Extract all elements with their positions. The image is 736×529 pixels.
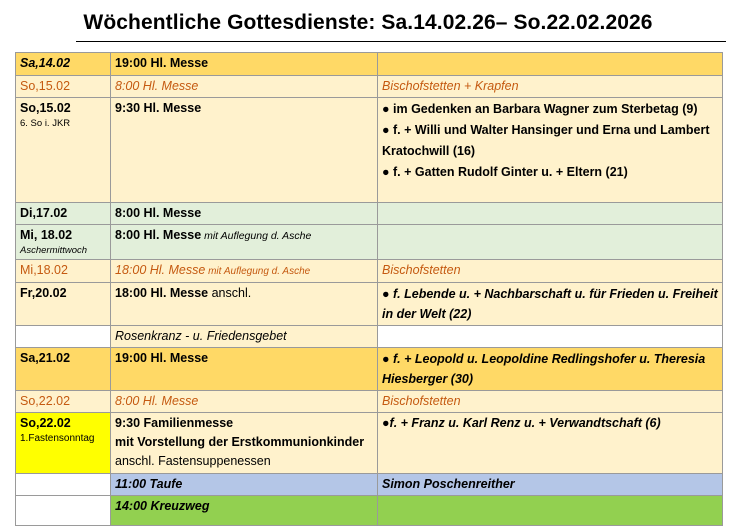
service-cell <box>111 474 378 496</box>
title-underline <box>76 41 726 42</box>
service-cell <box>111 326 378 348</box>
day-sublabel: 1.Fastensonntag <box>20 433 95 444</box>
service-cell <box>111 260 378 283</box>
intention-cell <box>378 260 723 283</box>
service-label: 8:00 Hl. Messe <box>115 206 202 220</box>
service-label: 14:00 Kreuzweg <box>115 499 210 513</box>
intention-cell <box>378 283 723 326</box>
intention-text: ● f. Lebende u. + Nachbarschaft u. für Frieden u. Freiheit in der Welt (22) <box>382 287 718 321</box>
day-label: Mi,18.02 <box>20 263 68 277</box>
intention-cell <box>378 203 723 225</box>
day-cell <box>16 391 111 413</box>
service-label: 8:00 Hl. Messe <box>115 79 199 93</box>
day-cell <box>16 203 111 225</box>
day-label: So,22.02 <box>20 394 71 408</box>
day-sublabel: Aschermittwoch <box>20 245 88 256</box>
table-row <box>16 225 723 260</box>
intention-text: Bischofstetten <box>382 263 461 277</box>
table-row <box>16 474 723 496</box>
table-row <box>16 98 723 203</box>
service-note: anschl. <box>208 286 252 300</box>
service-cell <box>111 53 378 76</box>
day-label: Fr,20.02 <box>20 286 67 300</box>
intention-cell <box>378 474 723 496</box>
intention-text: ● f. + Gatten Rudolf Ginter u. + Eltern (21) <box>382 165 628 179</box>
intention-cell <box>378 413 723 474</box>
table-row <box>16 413 723 474</box>
service-note: mit Auflegung d. Asche <box>205 266 311 277</box>
service-label: Rosenkranz - u. Friedensgebet <box>115 329 287 343</box>
service-line: anschl. Fastensuppenessen <box>115 454 271 468</box>
intention-cell <box>378 225 723 260</box>
table-row <box>16 260 723 283</box>
day-cell <box>16 348 111 391</box>
service-label: 11:00 Taufe <box>115 477 183 491</box>
service-label: 9:30 Familienmesse <box>115 416 234 430</box>
table-row <box>16 496 723 526</box>
day-cell <box>16 413 111 474</box>
intention-text: ● im Gedenken an Barbara Wagner zum Sterbetag (9) <box>382 102 698 116</box>
day-label: Mi, 18.02 <box>20 228 73 242</box>
intention-text: Bischofstetten + Krapfen <box>382 79 519 93</box>
intention-cell <box>378 326 723 348</box>
service-cell <box>111 496 378 526</box>
service-label: 19:00 Hl. Messe <box>115 351 209 365</box>
service-cell <box>111 348 378 391</box>
intention-text: ● f. + Willi und Walter Hansinger und Erna und Lambert Kratochwill (16) <box>382 123 710 158</box>
day-cell <box>16 283 111 326</box>
intention-cell <box>378 496 723 526</box>
service-cell <box>111 413 378 474</box>
intention-cell <box>378 391 723 413</box>
service-label: 19:00 Hl. Messe <box>115 56 209 70</box>
table-row <box>16 391 723 413</box>
table-row <box>16 203 723 225</box>
service-cell <box>111 98 378 203</box>
intention-cell <box>378 348 723 391</box>
day-cell <box>16 496 111 526</box>
service-label: 9:30 Hl. Messe <box>115 101 202 115</box>
table-row <box>16 348 723 391</box>
day-cell <box>16 260 111 283</box>
service-label: 8:00 Hl. Messe <box>115 394 199 408</box>
service-label: 18:00 Hl. Messe <box>115 263 206 277</box>
intention-text: Simon Poschenreither <box>382 477 515 491</box>
table-row <box>16 283 723 326</box>
day-cell <box>16 474 111 496</box>
day-label: So,15.02 <box>20 101 71 115</box>
day-label: So,15.02 <box>20 79 71 93</box>
service-cell <box>111 76 378 98</box>
day-label: Sa,14.02 <box>20 56 71 70</box>
day-label: So,22.02 <box>20 416 71 430</box>
intention-cell <box>378 53 723 76</box>
day-cell <box>16 225 111 260</box>
day-cell <box>16 98 111 203</box>
intention-cell <box>378 98 723 203</box>
intention-text: ● f. + Leopold u. Leopoldine Redlingshofer u. Theresia Hiesberger (30) <box>382 352 706 386</box>
table-row <box>16 76 723 98</box>
day-cell <box>16 76 111 98</box>
intention-cell <box>378 76 723 98</box>
service-cell <box>111 225 378 260</box>
intention-text: ●f. + Franz u. Karl Renz u. + Verwandtschaft (6) <box>382 416 661 430</box>
service-cell <box>111 203 378 225</box>
day-label: Di,17.02 <box>20 206 68 220</box>
service-cell <box>111 391 378 413</box>
service-label: 18:00 Hl. Messe <box>115 286 209 300</box>
service-schedule-table <box>15 52 723 526</box>
day-label: Sa,21.02 <box>20 351 71 365</box>
table-row <box>16 53 723 76</box>
page-title: Wöchentliche Gottesdienste: Sa.14.02.26– So.22.02.2026 <box>83 11 653 34</box>
table-row <box>16 326 723 348</box>
day-sublabel: 6. So i. JKR <box>20 118 71 129</box>
intention-text: Bischofstetten <box>382 394 461 408</box>
service-line: mit Vorstellung der Erstkommunionkinder <box>115 435 365 449</box>
service-cell <box>111 283 378 326</box>
service-label: 8:00 Hl. Messe <box>115 228 202 242</box>
day-cell <box>16 53 111 76</box>
service-note: mit Auflegung d. Asche <box>201 230 312 242</box>
day-cell <box>16 326 111 348</box>
